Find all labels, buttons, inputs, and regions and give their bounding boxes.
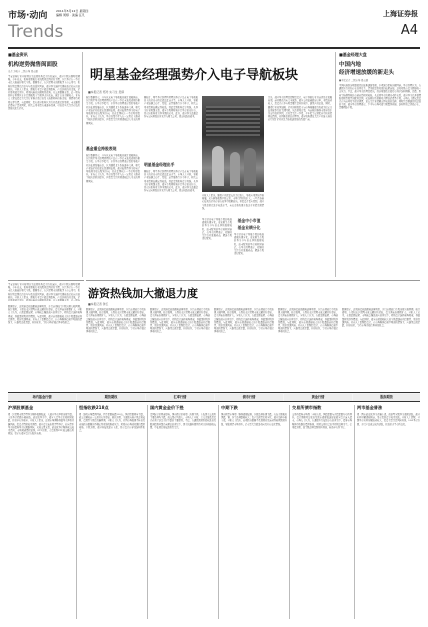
bottom-section (8, 405, 420, 619)
bottom-column-body: 受国际金价回落影响，国内黄金价格周三出现下挫。上海黄金交易所主要品种均下跌，成交量有所放大。市场人士分析，美元走强及投资者获利了结是金价下跌的主要原因。不过，在通胀预期仍然较高以及欧洲债务问题尚未解决的背景下，黄金的避险属性仍对其价格形成支撑，中长期走势依然值得关注。 (150, 413, 216, 429)
bottom-column-body: 国内期货市场周三整体表现偏弱，多数品种出现下跌。有色金属板块领跌，铜、锌等品种跌幅较大；农产品期货走势分化，部分品种小幅上涨。分析人士指出，宏观经济数据不及预期以及流动性收紧预期升温，导致期货市场承压。后市需关注政策动向及库存变化情况。 (221, 413, 287, 426)
bottom-column-head: 中期下跌 (221, 405, 238, 410)
column-2 (86, 96, 140, 276)
market-tab: 场内基金行情 (8, 394, 76, 401)
bottom-column-head: 沪深股票基金 (8, 405, 34, 410)
market-tab: 黄金行情 (284, 394, 352, 401)
col2-subhead: 基金重仓持股表现 (86, 146, 117, 151)
bottom-column-body: 周三两市封闭式基金普遍上涨，创新型分级基金表现活跃。部分杠杆份额涨幅居前，显示投机资金较为活跃。分析人士提醒，分级基金杠杆份额波动较大，投资者需注意风险控制。LOF基金方面，多只产品成交较为活跃，折溢价水平有所变化。 (357, 413, 420, 426)
column-5: 另外，部分基金经理也提醒投资者，电子导航行业目前仍处于发展初期，商业模式尚未完全成熟，部分公司依赖政府订单，业绩波动较大。投资者在参与时需要注意控制仓位，避免盲目追高。同时，随着行业竞争加剧，企业的研发投入与市场拓展能力将成为决定其长期竞争力的关键因素。从估值角度看，当前板块整体市盈率处于历史中高位区间，后续需关注一季报、半年报等定期报告中的业绩增长情况，以判断估值的合理性。部分机构建议关注产业链上游的芯片设计企业以及具备渠道优势的终端厂商。 (268, 96, 332, 122)
main-kicker: ■本报记者 郑玲 实习生 吴倩 (88, 90, 125, 94)
divider (8, 280, 84, 281)
lower-columns (86, 308, 420, 388)
divider (335, 52, 336, 277)
bottom-column (357, 405, 420, 619)
bottom-column (292, 405, 352, 619)
right-body: 中国内地经济增速放缓的迹象逐渐显现，多项先行指标出现回落。基金经理认为，在通胀压力持续存在的背景下，货币政策仍将保持偏紧态势，这将对股市资金面形成一定压力。不过，部分基金经理也指出，经济增速适度放缓有利于结构调整，消费、医药等防御性板块有望获得相对收益。从近期基金的调仓动作来看，部分基金已开始降低周期类股票的配置比例，转而增持估值相对合理的消费类个股。市场人士建议投资者在当前环境下保持谨慎，重点关注业绩确定性较高的品种，同时注意规避估值过高的个股。部分基金经理表示，下半年市场可能呈现震荡格局，结构性机会仍然存在，需要精选个股。 (339, 84, 421, 110)
lower-col-4: 数据显示，近期游资热钱撤离迹象明显，多只前期热门个股出现大幅回调。统计表明，上周以来沪深两市成交额持续萎缩，资金净流出规模扩大。分析人士认为，在政策面偏紧、市场缺乏赚钱效应的背景下，短线资金选择离场观望，导致题材股炒作降温。与此同时，部分前期涨幅较大的个股遭遇获利盘抛售，股价快速回落。业内人士提醒投资者，在市场整体趋势不明朗的情况下，应避免追涨杀跌，控制仓位，等待市场企稳后再寻找机会。 (278, 308, 338, 334)
bottom-column (8, 405, 74, 619)
bottom-column-body: 周三沪深两市股票型基金整体表现低迷，大部分基金净值出现下跌。上证基金指数小幅收低，封闭式基金中，部分大盘基金走势相对抗跌，折价率有所收窄。分析人士指出，近期市场调整导致基金净值普遍回落，投资者情绪较为谨慎，部分资金流出股票型基金，转向货币基金和债券基金以规避风险。从成交量来看，封闭式基金整体成交较为清淡，市场观望情绪浓厚。ETF方面，大盘蓝筹ETF成交额有所增加，显示有部分资金在低位布局。 (8, 413, 74, 436)
bottom-column-body: 周三港股市场震荡回落，恒生指数收跌218点。国企指数同步下跌，成交金额较前一交易日有所萎缩。板块方面，金融股与地产股走势疲弱，资源类个股也普遍回调。分析人士认为，外围市场表现不佳以及内地经济数据的不确定性对港股形成压力，短期内市场或将维持震荡格局。个股方面，部分科技股逆市上涨，显示资金在寻找结构性机会。 (79, 413, 145, 433)
col4-body: 基金持仓电子导航个股的收益表现出现分化。重仓相关个股的基金今年以来净值表现较好，而未配置的基金则相对落后。有基金经理表示，将继续关注行业发展动态，精选个股进行配置。 (202, 218, 232, 241)
divider (354, 405, 355, 619)
bottom-column-head: 恒指收跌218点 (79, 405, 109, 410)
lower-kicker: ■本报记者 钟玉 (88, 302, 109, 306)
page-header (8, 8, 420, 48)
bottom-column-body: 交易所债券市场周三小幅上涨，国债指数与企债指数均有所回升。资金面相对宽松以及股市表现低迷促使部分资金流入债市。市场人士认为，在通胀压力依然存在的背景下，债券市场整体仍将维持震荡格局，短期交易机会以中短期品种为主。信用债方面，高等级品种受到机构青睐，收益率有所下行。 (292, 413, 352, 429)
col4-subhead-b: 基金业绩分化 (237, 225, 261, 230)
right-byline: ■本报记者 二级市场 周南通 (339, 79, 368, 82)
left-kicker: ■基金资讯 (8, 52, 28, 57)
bottom-column (79, 405, 145, 619)
col4-subhead-a: 基金中小市值 (237, 218, 261, 223)
lower-left-body: 平安证券行业分析师认为近期机构资金持续流出，部分个股出现明显调整。今年以来，机构对面板行业的配置比例持续下降，多只基金在一季度末已大幅减持相关个股。数据显示，在沪深两市的面板类上市公司中，机构持股比例已由去年年底的高位回落，部分基金选择兑现收益后转向其他板块。分析人士指出，面板行业受产能过剩影响，产品价格持续走低，企业盈利能力承压，短期内难以出现明显改善。从交易数据来看，近一周内 (8, 283, 80, 301)
lower-left-col: 数据显示，近期游资热钱撤离迹象明显，多只前期热门个股出现大幅回调。统计表明，上周以来沪深两市成交额持续萎缩，资金净流出规模扩大。分析人士认为，在政策面偏紧、市场缺乏赚钱效应的背景下，短线资金选择离场观望，导致题材股炒作降温。与此同时，部分前期涨幅较大的个股遭遇获利盘抛售，股价快速回落。业内人士提醒投资者，在市场整体趋势不明朗的情况下，应避免追涨杀跌，控制仓位，等待市场企稳后再寻找机会。 (8, 305, 82, 325)
bottom-column-head: 交易所债市指数 (292, 405, 322, 410)
column-3 (144, 96, 198, 276)
divider (76, 405, 77, 619)
bottom-column-head: 国内黄金金价下挫 (150, 405, 184, 410)
lower-headline: 游资热钱加大撤退力度 (88, 287, 198, 300)
divider (147, 405, 148, 619)
section-trends: Trends (8, 22, 64, 42)
divider (289, 405, 290, 619)
lower-col-1: 数据显示，近期游资热钱撤离迹象明显，多只前期热门个股出现大幅回调。统计表明，上周以来沪深两市成交额持续萎缩，资金净流出规模扩大。分析人士认为，在政策面偏紧、市场缺乏赚钱效应的背景下，短线资金选择离场观望，导致题材股炒作降温。与此同时，部分前期涨幅较大的个股遭遇获利盘抛售，股价快速回落。业内人士提醒投资者，在市场整体趋势不明朗的情况下，应避免追涨杀跌，控制仓位，等待市场企稳后再寻找机会。 (86, 308, 146, 334)
market-tab-bar (8, 392, 420, 402)
market-tab: 期货期权 (77, 394, 145, 401)
col2-body-a: 统计数据显示，今年以来电子导航板块累计涨幅居前，多只明星基金经理管理的产品在一季度末新进或增持相关个股。在基金季报中，多位基金经理表示看好导航产业的长期发展前景，认为随着北斗系统逐步完善，相关产业链企业将迎来快速增长期。部分偏股型基金将电子导航列为重点配置方向，持仓比例较上一季度明显提升。业内人士认为，基金的集中介入在一定程度上推动了板块估值的提升，但也需关注短期涨幅过大带来的回调风险。 (86, 96, 140, 125)
col4-box (234, 218, 264, 276)
col3-subhead: 明星基金经理出手 (144, 162, 175, 167)
lower-col-3: 数据显示，近期游资热钱撤离迹象明显，多只前期热门个股出现大幅回调。统计表明，上周以来沪深两市成交额持续萎缩，资金净流出规模扩大。分析人士认为，在政策面偏紧、市场缺乏赚钱效应的背景下，短线资金选择离场观望，导致题材股炒作降温。与此同时，部分前期涨幅较大的个股遭遇获利盘抛售，股价快速回落。业内人士提醒投资者，在市场整体趋势不明朗的情况下，应避免追涨杀跌，控制仓位，等待市场企稳后再寻找机会。 (214, 308, 274, 334)
col4-body-b: 基金持仓电子导航个股的收益表现出现分化。重仓相关个股的基金今年以来净值表现较好，而未配置的基金则相对落后。有基金经理表示，将继续关注行业发展动态，精选个股进行配置。 (234, 233, 264, 256)
bottom-column (221, 405, 287, 619)
left-byline: 记者 方骏丰 二级市场 周南通 (8, 70, 38, 73)
lower-col-5: 数据显示，近期游资热钱撤离迹象明显，多只前期热门个股出现大幅回调。统计表明，上周以来沪深两市成交额持续萎缩，资金净流出规模扩大。分析人士认为，在政策面偏紧、市场缺乏赚钱效应的背景下，短线资金选择离场观望，导致题材股炒作降温。与此同时，部分前期涨幅较大的个股遭遇获利盘抛售，股价快速回落。业内人士提醒投资者，在市场整体趋势不明朗的情况下，应避免追涨杀跌，控制仓位，等待市场企稳后再寻找机会。 (342, 308, 420, 328)
right-kicker: ■基金经理大盘 (339, 52, 367, 57)
photo-caption: 分析人士指出，随着产业政策支持力度加大，导航应用领域不断拓展，从车载导航到手机定位，市场空间持续扩大。一些具备核心技术的企业有望在竞争中脱颖而出。但投资者也应看到，部分个股估值已处于较高水平，未来走势将更多取决于业绩兑现情况。 (202, 194, 264, 210)
col2-body-b: 统计数据显示，今年以来电子导航板块累计涨幅居前，多只明星基金经理管理的产品在一季度末新进或增持相关个股。在基金季报中，多位基金经理表示看好导航产业的长期发展前景，认为随着北斗系统逐步完善，相关产业链企业将迎来快速增长期。部分偏股型基金将电子导航列为重点配置方向，持仓比例较上一季度明显提升。业内人士认为，基金的集中介入在一定程度上推动了板块估值的提升，但也需关注短期涨幅过大带来的回调风险。 (86, 154, 140, 183)
section-name: 市场·动向 (8, 11, 48, 21)
divider (218, 405, 219, 619)
header-rule (8, 47, 420, 49)
col3-body-b: 据统计，明星基金经理所管理的基金产品在电子导航板块上的持仓市值已超过此前水平。市场人士分析，导航产业链涵盖芯片、终端、运营服务等多个环节，相关公司业绩增长确定性较高，因此受到机构资金青睐。从基金持仓明细来看，部分个股同时被多只基金重仓持有，显示出机构对其基本面的认可。此外，部分基金还通过参与定向增发的方式介入相关公司，锁定较低的成本。 (144, 170, 198, 193)
paper-name: 上海证券报 (383, 9, 418, 18)
market-tab: 债市行情 (215, 394, 283, 401)
main-headline: 明星基金经理强势介入电子导航板块 (90, 68, 299, 83)
market-photo (202, 96, 264, 192)
market-tab: 股指期货 (353, 394, 420, 401)
bottom-column (150, 405, 216, 619)
header-editor: 编辑 周婷 · 美编 汪凡 (56, 13, 85, 17)
left-column (8, 52, 80, 274)
left-body: 平安证券行业分析师认为近期机构资金持续流出，部分个股出现明显调整。今年以来，机构对面板行业的配置比例持续下降，多只基金在一季度末已大幅减持相关个股。数据显示，在沪深两市的面板类上市公司中，机构持股比例已由去年年底的高位回落，部分基金选择兑现收益后转向其他板块。分析人士指出，面板行业受产能过剩影响，产品价格持续走低，企业盈利能力承压，短期内难以出现明显改善。从交易数据来看，近一周内机构专用席位在多只面板股上呈现净卖出状态，累计卖出金额较大。业内人士建议投资者关注行业整合进度以及上游原材料价格走势，谨慎对待短期反弹行情。与此同时，也有部分机构认为行业底部已经显现，未来随着消费电子需求回暖，相关公司业绩有望逐步改善，可以适当关注具有技术优势的龙头企业。 (8, 75, 80, 111)
bottom-column-head: 两市基金普涨 (357, 405, 383, 410)
lower-col-2: 数据显示，近期游资热钱撤离迹象明显，多只前期热门个股出现大幅回调。统计表明，上周以来沪深两市成交额持续萎缩，资金净流出规模扩大。分析人士认为，在政策面偏紧、市场缺乏赚钱效应的背景下，短线资金选择离场观望，导致题材股炒作降温。与此同时，部分前期涨幅较大的个股遭遇获利盘抛售，股价快速回落。业内人士提醒投资者，在市场整体趋势不明朗的情况下，应避免追涨杀跌，控制仓位，等待市场企稳后再寻找机会。 (150, 308, 210, 334)
right-title: 中国内地 经济增速放缓的新走头 (339, 62, 395, 76)
header-date: 2011年5月12日 星期四 (56, 9, 89, 13)
left-title: 机构逆势抛售闽面股 (8, 62, 58, 68)
col3-body-a: 据统计，明星基金经理所管理的基金产品在电子导航板块上的持仓市值已超过此前水平。市场人士分析，导航产业链涵盖芯片、终端、运营服务等多个环节，相关公司业绩增长确定性较高，因此受到机构资金青睐。从基金持仓明细来看，部分个股同时被多只基金重仓持有，显示出机构对其基本面的认可。此外，部分基金还通过参与定向增发的方式介入相关公司，锁定较低的成本。 (144, 96, 198, 119)
divider (82, 52, 83, 277)
right-column (339, 52, 421, 277)
market-tab: 汇率行情 (146, 394, 214, 401)
page-number: A4 (400, 23, 418, 38)
